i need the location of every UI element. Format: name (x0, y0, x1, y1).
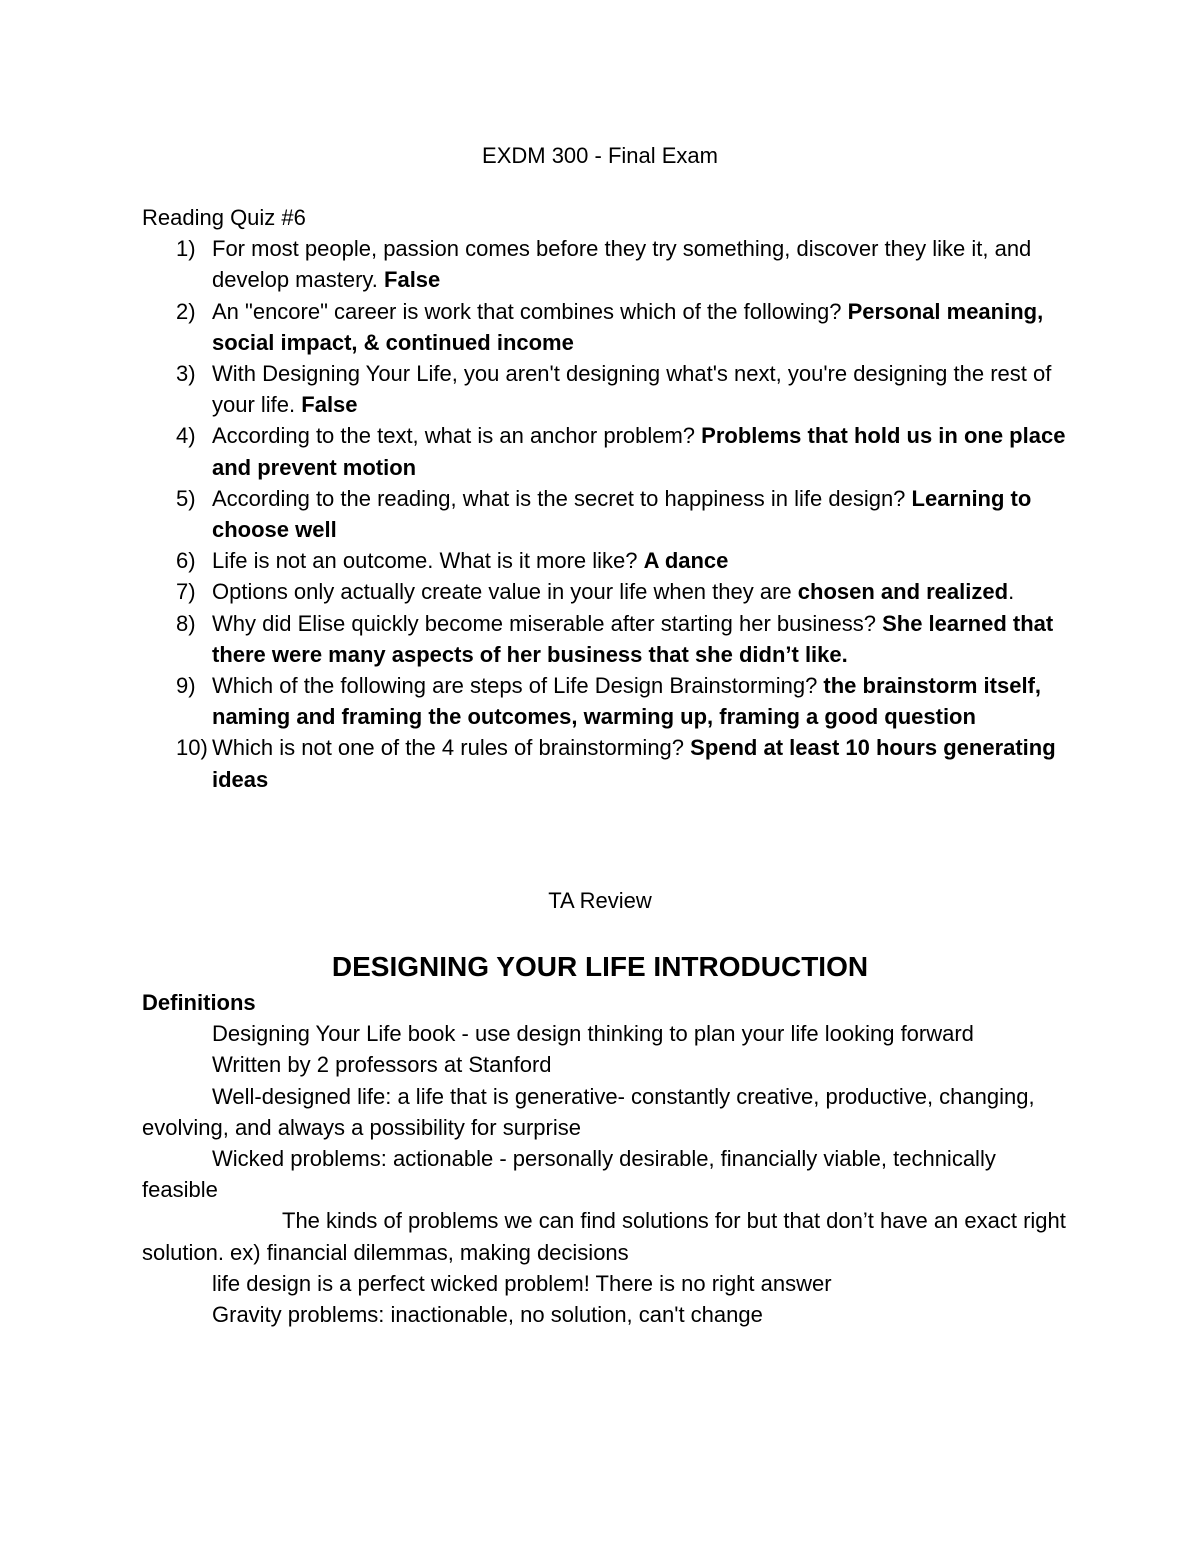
question-text: Options only actually create value in your life when they are (212, 579, 798, 605)
question-text: An "encore" career is work that combines which of the following? (212, 298, 848, 324)
section-heading: DESIGNING YOUR LIFE INTRODUCTION (331, 951, 869, 982)
question-number: 3) (176, 361, 196, 387)
question-text: Life is not an outcome. What is it more like? (212, 548, 644, 574)
definitions-section (142, 987, 1072, 1330)
question-answer: the brainstorm itself, naming and framing the outcomes, warming up, framing a good question (212, 673, 1042, 730)
question-answer: Learning to choose well (212, 485, 1032, 543)
question-text: For most people, passion comes before they try something, discover they like it, and develop mastery. (212, 236, 1032, 293)
question-number: 4) (176, 423, 196, 449)
question-answer: chosen and realized (797, 579, 1009, 605)
question-item (142, 545, 1072, 576)
question-list (142, 233, 1072, 795)
question-text: Which of the following are steps of Life Design Brainstorming? (212, 673, 824, 699)
question-after: . (1008, 579, 1015, 605)
question-number: 8) (176, 610, 196, 636)
question-answer: False (301, 392, 358, 418)
definition-line: The kinds of problems we can find solutions for but that don’t have an exact right solution. ex) financial dilemmas, making decisions (142, 1208, 1066, 1265)
ta-review-label: TA Review (548, 888, 652, 913)
question-answer: She learned that there were many aspects of her business that she didn’t like. (212, 610, 1054, 667)
question-item (142, 670, 1072, 732)
question-item (142, 576, 1072, 607)
definition-line: Written by 2 professors at Stanford (212, 1052, 552, 1078)
question-text: Why did Elise quickly become miserable after starting her business? (212, 610, 883, 636)
question-number: 6) (176, 548, 196, 574)
definition-line: Designing Your Life book - use design thinking to plan your life looking forward (212, 1021, 974, 1047)
definition-line: Wicked problems: actionable - personally desirable, financially viable, technically feasible (142, 1146, 996, 1203)
question-answer: Personal meaning, social impact, & continued income (212, 298, 1044, 355)
question-item (142, 483, 1072, 545)
document-title: EXDM 300 - Final Exam (482, 143, 718, 168)
section-label: Reading Quiz #6 (142, 205, 306, 230)
question-text: According to the reading, what is the secret to happiness in life design? (212, 485, 912, 511)
question-item (142, 233, 1072, 295)
question-item (142, 296, 1072, 358)
question-number: 2) (176, 298, 196, 324)
definition-line: Gravity problems: inactionable, no solution, can't change (212, 1302, 763, 1328)
definition-line: life design is a perfect wicked problem! There is no right answer (212, 1270, 832, 1296)
question-number: 9) (176, 673, 196, 699)
definition-line: Well-designed life: a life that is generative- constantly creative, productive, changing, evolving, and always a possibility for surprise (142, 1083, 1035, 1140)
question-item (142, 732, 1072, 794)
definitions-label: Definitions (142, 990, 256, 1015)
question-number: 5) (176, 485, 196, 511)
question-answer: Spend at least 10 hours generating ideas (212, 735, 1056, 792)
question-number: 7) (176, 579, 196, 605)
question-item (142, 608, 1072, 670)
question-answer: A dance (643, 548, 729, 574)
question-answer: False (384, 267, 441, 293)
question-item (142, 420, 1072, 482)
question-item (142, 358, 1072, 420)
reading-quiz-section (142, 202, 1072, 795)
question-text: Which is not one of the 4 rules of brainstorming? (212, 735, 691, 761)
question-text: According to the text, what is an anchor problem? (212, 423, 702, 449)
question-text: With Designing Your Life, you aren't designing what's next, you're designing the rest of your life. (212, 361, 1052, 418)
question-number: 1) (176, 236, 196, 262)
question-answer: Problems that hold us in one place and prevent motion (212, 423, 1066, 480)
question-number: 10) (176, 735, 208, 761)
